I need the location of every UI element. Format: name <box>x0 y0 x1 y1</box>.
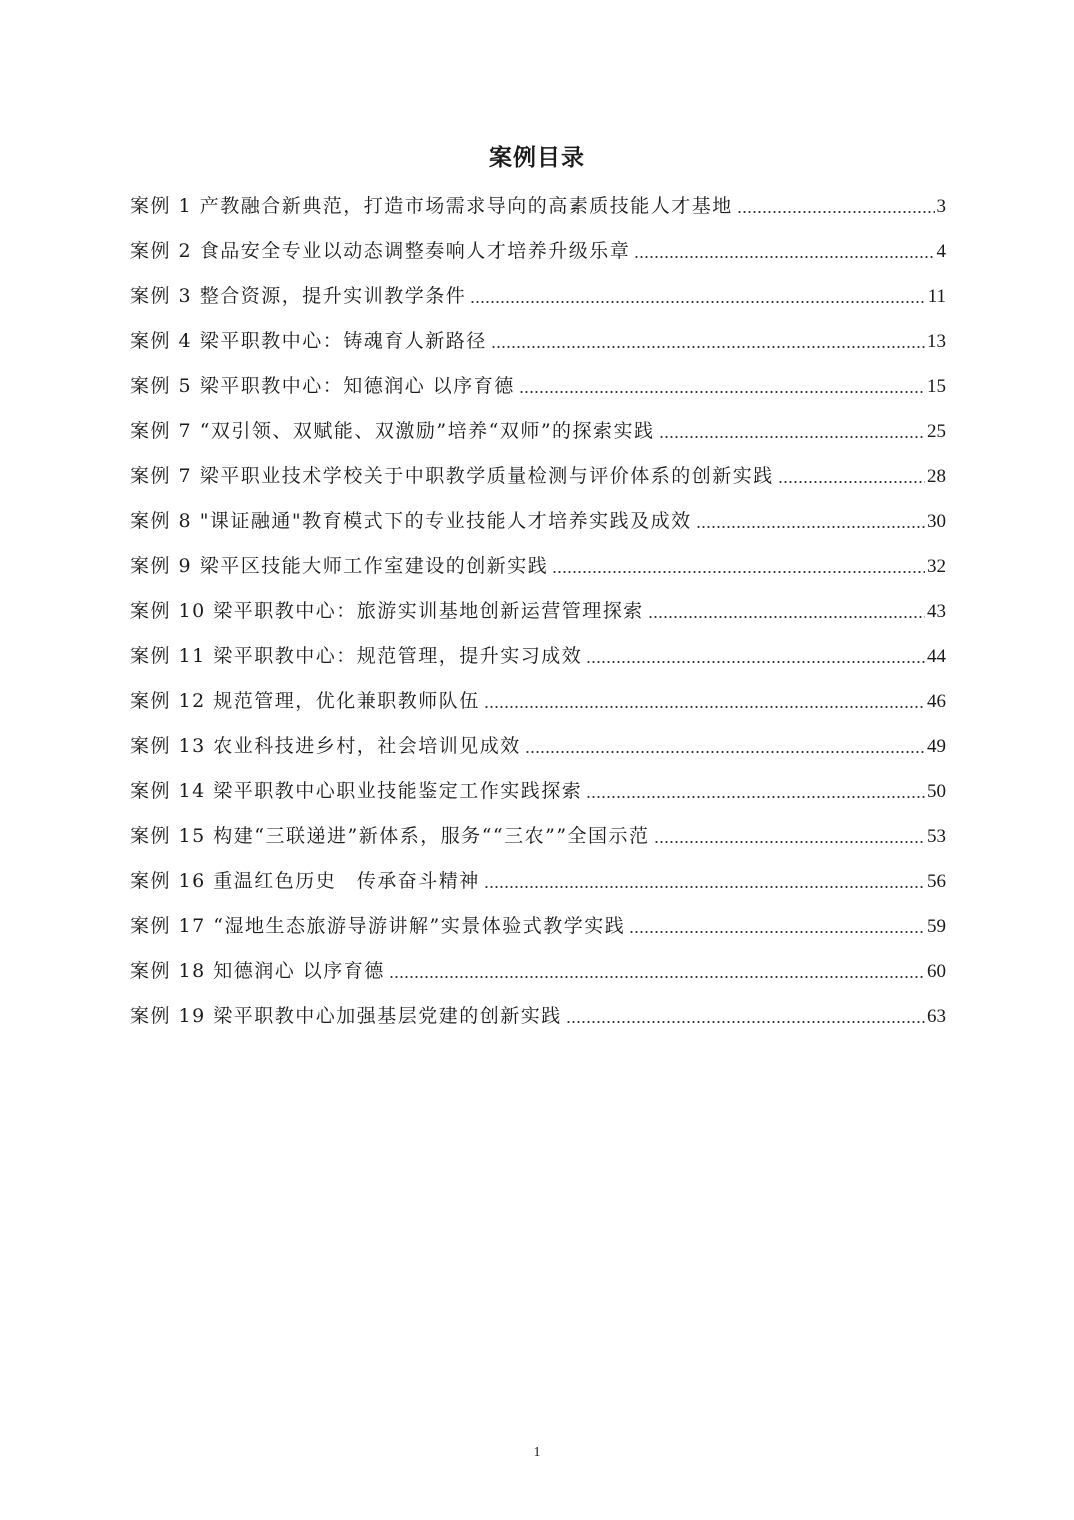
toc-page-number: 4 <box>936 241 946 262</box>
toc-entry[interactable] <box>130 324 946 369</box>
toc-dot-leader <box>737 194 935 214</box>
toc-case-number: 案例 10 <box>130 600 206 622</box>
toc-entry-title: 梁平职教中心职业技能鉴定工作实践探索 <box>213 780 583 802</box>
toc-dot-leader <box>470 284 926 304</box>
toc-case-number: 案例 7 <box>130 420 193 442</box>
toc-case-number: 案例 15 <box>130 825 206 847</box>
toc-entry-title: 重温红色历史 传承奋斗精神 <box>213 870 480 892</box>
toc-entry-title: “湿地生态旅游导游讲解”实景体验式教学实践 <box>213 915 626 937</box>
toc-case-number: 案例 5 <box>130 375 193 397</box>
toc-entry-title: 整合资源，提升实训教学条件 <box>199 285 467 307</box>
toc-entry-title: 梁平区技能大师工作室建设的创新实践 <box>199 555 549 577</box>
page-footer-number: 1 <box>533 1445 541 1460</box>
toc-entry[interactable] <box>130 909 946 954</box>
toc-entry-title: 食品安全专业以动态调整奏响人才培养升级乐章 <box>199 240 631 262</box>
toc-label <box>130 504 692 538</box>
toc-entry[interactable] <box>130 279 946 324</box>
toc-label <box>130 234 630 268</box>
toc-dot-leader <box>552 554 925 574</box>
toc-case-number: 案例 2 <box>130 240 193 262</box>
toc-entry[interactable] <box>130 729 946 774</box>
toc-dot-leader <box>696 509 925 529</box>
toc-dot-leader <box>389 959 925 979</box>
toc-page-number: 25 <box>927 421 946 442</box>
toc-label <box>130 954 385 988</box>
toc-entry[interactable] <box>130 639 946 684</box>
toc-case-number: 案例 17 <box>130 915 206 937</box>
toc-page-number: 49 <box>927 736 946 757</box>
toc-page-number: 15 <box>927 376 946 397</box>
toc-entry[interactable] <box>130 414 946 459</box>
toc-dot-leader <box>566 1004 925 1024</box>
toc-label <box>130 999 562 1033</box>
toc-page-number: 11 <box>927 286 946 307</box>
toc-entry[interactable] <box>130 954 946 999</box>
toc-page-number: 44 <box>927 646 946 667</box>
toc-label <box>130 369 515 403</box>
toc-entry-title: 梁平职业技术学校关于中职教学质量检测与评价体系的创新实践 <box>199 465 774 487</box>
toc-page-number: 13 <box>927 331 946 352</box>
toc-case-number: 案例 12 <box>130 690 206 712</box>
toc-label <box>130 324 487 358</box>
toc-dot-leader <box>654 824 925 844</box>
toc-case-number: 案例 7 <box>130 465 193 487</box>
toc-label <box>130 909 625 943</box>
toc-case-number: 案例 8 <box>130 510 193 532</box>
toc-case-number: 案例 16 <box>130 870 206 892</box>
toc-page-number: 43 <box>927 601 946 622</box>
toc-label <box>130 414 655 448</box>
toc-label <box>130 594 644 628</box>
toc-page-number: 46 <box>927 691 946 712</box>
toc-dot-leader <box>586 644 925 664</box>
toc-entry-title: 梁平职教中心：知德润心 以序育德 <box>199 375 515 397</box>
toc-entry[interactable] <box>130 774 946 819</box>
toc-case-number: 案例 1 <box>130 195 193 217</box>
toc-dot-leader <box>648 599 925 619</box>
toc-entry[interactable] <box>130 684 946 729</box>
toc-page-number: 3 <box>936 196 946 217</box>
toc-entry[interactable] <box>130 819 946 864</box>
toc-label <box>130 639 582 673</box>
toc-entry[interactable] <box>130 999 946 1044</box>
toc-case-number: 案例 13 <box>130 735 206 757</box>
table-of-contents <box>130 189 946 1044</box>
toc-entry-title: 梁平职教中心：旅游实训基地创新运营管理探索 <box>213 600 644 622</box>
toc-label <box>130 549 548 583</box>
toc-entry[interactable] <box>130 459 946 504</box>
toc-dot-leader <box>586 779 925 799</box>
toc-case-number: 案例 9 <box>130 555 193 577</box>
toc-page-number: 53 <box>927 826 946 847</box>
toc-entry[interactable] <box>130 504 946 549</box>
toc-entry-title: 梁平职教中心：规范管理，提升实习成效 <box>213 645 583 667</box>
toc-entry-title: 梁平职教中心加强基层党建的创新实践 <box>213 1005 562 1027</box>
toc-entry[interactable] <box>130 864 946 909</box>
toc-entry[interactable] <box>130 594 946 639</box>
toc-case-number: 案例 14 <box>130 780 206 802</box>
toc-label <box>130 774 582 808</box>
toc-page-number: 30 <box>927 511 946 532</box>
toc-case-number: 案例 19 <box>130 1005 206 1027</box>
toc-entry-title: 构建“三联递进”新体系，服务““三农””全国示范 <box>213 825 650 847</box>
toc-dot-leader <box>659 419 925 439</box>
toc-dot-leader <box>629 914 925 934</box>
toc-case-number: 案例 18 <box>130 960 206 982</box>
toc-entry-title: 知德润心 以序育德 <box>213 960 385 982</box>
toc-label <box>130 459 774 493</box>
toc-label <box>130 279 466 313</box>
toc-label <box>130 864 480 898</box>
toc-label <box>130 819 650 853</box>
toc-dot-leader <box>484 869 925 889</box>
toc-entry-title: 农业科技进乡村，社会培训见成效 <box>213 735 521 757</box>
toc-dot-leader <box>519 374 925 394</box>
toc-case-number: 案例 3 <box>130 285 193 307</box>
toc-label <box>130 189 733 223</box>
toc-case-number: 案例 11 <box>130 645 206 667</box>
toc-page-number: 59 <box>927 916 946 937</box>
toc-dot-leader <box>525 734 925 754</box>
toc-dot-leader <box>778 464 925 484</box>
toc-dot-leader <box>484 689 925 709</box>
toc-entry-title: 规范管理，优化兼职教师队伍 <box>213 690 480 712</box>
toc-entry-title: "课证融通"教育模式下的专业技能人才培养实践及成效 <box>199 510 692 532</box>
toc-dot-leader <box>491 329 925 349</box>
toc-entry-title: 产教融合新典范，打造市场需求导向的高素质技能人才基地 <box>199 195 733 217</box>
toc-entry-title: 梁平职教中心：铸魂育人新路径 <box>199 330 487 352</box>
toc-entry[interactable] <box>130 369 946 414</box>
toc-label <box>130 684 480 718</box>
toc-entry-title: “双引领、双赋能、双激励”培养“双师”的探索实践 <box>199 420 655 442</box>
toc-label <box>130 729 521 763</box>
toc-entry[interactable] <box>130 189 946 234</box>
toc-page-number: 32 <box>927 556 946 577</box>
toc-page-number: 28 <box>927 466 946 487</box>
toc-page-number: 60 <box>927 961 946 982</box>
toc-case-number: 案例 4 <box>130 330 193 352</box>
toc-page-number: 50 <box>927 781 946 802</box>
toc-page-number: 56 <box>927 871 946 892</box>
toc-entry[interactable] <box>130 234 946 279</box>
toc-dot-leader <box>634 239 934 259</box>
toc-page-number: 63 <box>927 1006 946 1027</box>
toc-entry[interactable] <box>130 549 946 594</box>
page-title: 案例目录 <box>489 145 585 171</box>
